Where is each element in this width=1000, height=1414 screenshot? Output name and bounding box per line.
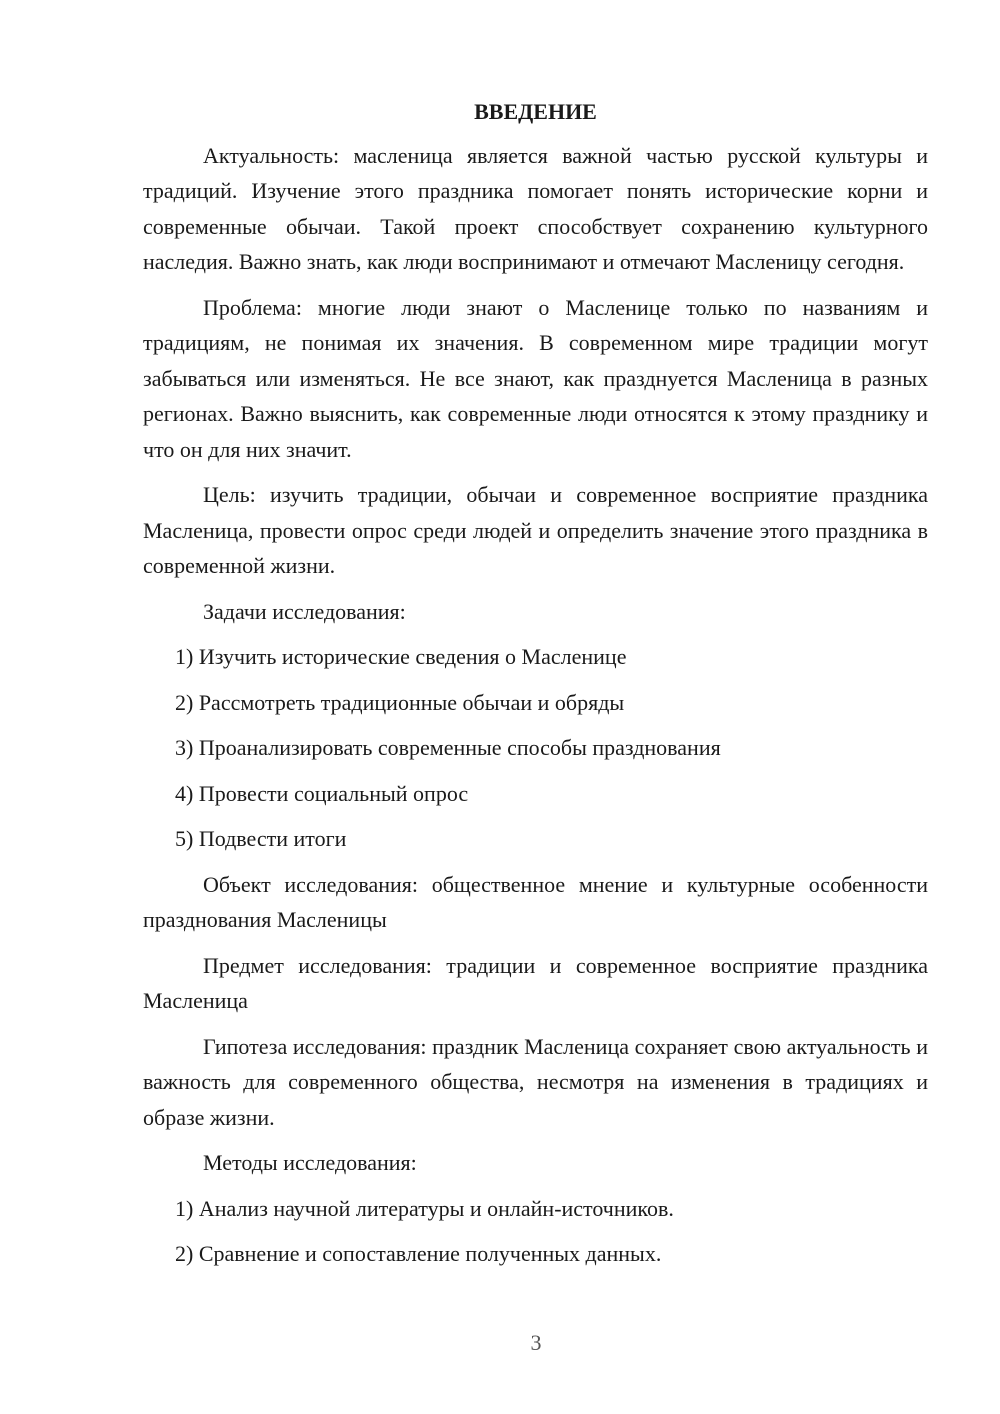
list-item: 2) Рассмотреть традиционные обычаи и обряды <box>175 689 625 715</box>
page-content <box>143 94 928 1282</box>
list-item: 1) Анализ научной литературы и онлайн-источников. <box>175 1195 674 1221</box>
problem-paragraph: Проблема: многие люди знают о Масленице только по названиям и традициям, не понимая их значения. В современном мире традиции могут забываться или изменяться. Не все знают, как празднуется Масленица в разных регионах. Важно выяснить, как современные люди относятся к этому празднику и что он для них значит. <box>143 294 928 462</box>
tasks-heading: Задачи исследования: <box>203 598 406 624</box>
hypothesis-paragraph: Гипотеза исследования: праздник Масленица сохраняет свою актуальность и важность для современного общества, несмотря на изменения в традициях и образе жизни. <box>143 1033 928 1130</box>
page-number: 3 <box>530 1330 542 1355</box>
goal-paragraph: Цель: изучить традиции, обычаи и современное восприятие праздника Масленица, провести опрос среди людей и определить значение этого праздника в современной жизни. <box>143 482 928 578</box>
list-item: 4) Провести социальный опрос <box>175 780 469 806</box>
list-item: 1) Изучить исторические сведения о Масленице <box>175 644 627 669</box>
object-paragraph: Объект исследования: общественное мнение и культурные особенности празднования Масленицы <box>143 871 928 932</box>
list-item: 2) Сравнение и сопоставление полученных данных. <box>175 1241 662 1266</box>
list-item: 5) Подвести итоги <box>175 826 347 851</box>
relevance-paragraph: Актуальность: масленица является важной частью русской культуры и традиций. Изучение этого праздника помогает понять исторические корни и современные обычаи. Такой проект способствует сохранению культурного наследия. Важно знать, как люди воспринимают и отмечают Масленицу сегодня. <box>143 142 928 274</box>
list-item: 3) Проанализировать современные способы празднования <box>175 735 721 760</box>
page-title: ВВЕДЕНИЕ <box>474 99 597 124</box>
methods-list <box>143 1191 928 1272</box>
tasks-list <box>143 639 928 857</box>
methods-heading: Методы исследования: <box>203 1150 417 1175</box>
subject-paragraph: Предмет исследования: традиции и современное восприятие праздника Масленица <box>143 952 928 1013</box>
